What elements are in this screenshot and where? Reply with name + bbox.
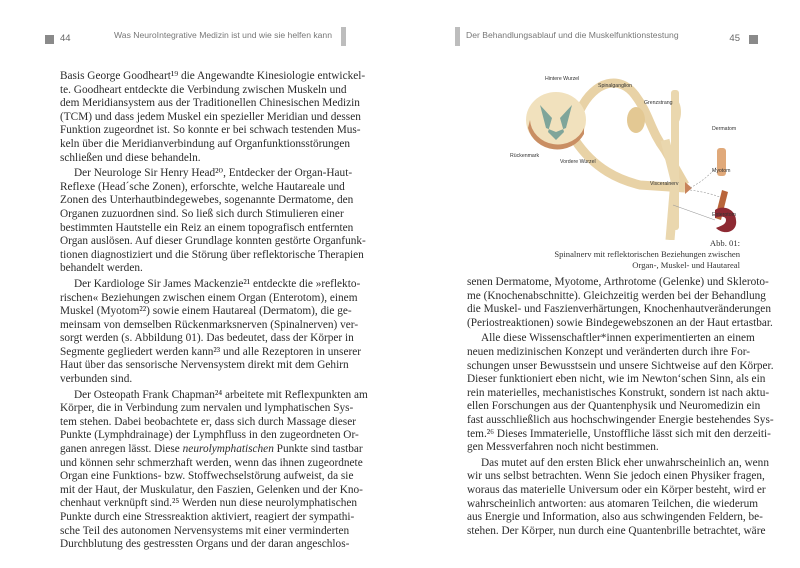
label-dermatom: Dermatom [712,126,737,132]
page-marker-square [749,35,758,44]
page-number-left: 44 [60,33,71,44]
text-line: te. Goodheart entdeckte die Verbindung zwischen Muskeln und [60,83,347,96]
text-line: gen Messverfahren noch nicht bestimmen. [467,441,659,454]
text-line: schließen und diese behandeln. [60,151,201,164]
text-line: behandelt werden. [60,262,143,275]
left-page-body [60,70,368,554]
text-line: Der Kardiologe Sir James Mackenzie²¹ entdeckte die »reflekto- [74,277,361,290]
text-line: chenhaut verknüpft sind.²⁵ Werden nun diese neurolymphatischen [60,497,358,510]
text-line: und können sehr schmerzhaft werden, wenn das ihnen zugeordnete [60,456,363,469]
text-line: (TCM) und dass jedem Muskel ein spezieller Meridian und dessen [60,110,361,123]
text-line: Körper, die in Verbindung zum nervalen und lymphatischen Sys- [60,402,354,415]
label-myotom: Myotom [712,168,731,174]
text-line: ganen anregen lässt. Diese neurolymphatischen Punkte sind tastbar [60,443,363,456]
text-line: Punkte durch eine Stressreaktion aktiviert, reagiert der sympathi- [60,511,355,523]
text-line: Organ eine Funktions- bzw. Stoffwechselstörung aufweist, da sie [60,470,354,483]
text-line: tionen diagnostiziert und die Störung über reflektorische Therapien [60,248,364,261]
text-line: sche Teil des autonomen Nervensystems mit einer verminderten [60,524,350,537]
text-line: tem stehen. Dabei beobachtete er, dass sich durch Massage dieser [60,415,356,428]
text-line: Zonen des Unterhautbindegewebes, sogenannte Dermatome, den [60,194,354,207]
label-rueckenmark: Rückenmark [510,153,540,159]
text-line: wir uns selbst betrachten. Wenn Sie jedoch einen Physiker fragen, [467,470,765,483]
text-line: Dieser funktioniert eben nicht, wie im Newton‘schen Sinn, als ein [467,373,766,386]
text-line: Muskel (Myotom²²) sowie einem Hautareal (Dermatom), die ge- [60,305,352,318]
text-line: dem Meridiansystem aus der Traditionellen Chinesischen Medizin [60,97,360,110]
emphasized-term: neurolymphatischen [182,443,274,456]
text-line: rischen« Beziehungen zwischen einem Organ (Enterotom), einem [60,291,358,304]
text-line: Alle diese Wissenschaftler*innen experimentierten an einem [481,332,755,345]
text-line: verbunden sind. [60,373,133,386]
text-line: aus Energie und Information, also aus schwingenden Feldern, be- [467,511,763,524]
header-bar-left [341,27,346,46]
text-line: Der Neurologe Sir Henry Head²⁰, Entdecker der Organ-Haut- [74,167,353,180]
right-page-body [467,276,774,540]
label-visceralnerv: Visceralnerv [650,181,679,187]
paragraph [467,456,769,539]
label-grenzstrang: Grenzstrang [644,100,673,106]
text-line: (Periostreaktionen) sowie Bindegewebszonen an der Haut ertastbar. [467,316,773,329]
text-line: keln über die Meridianverbindung auf Organfunktionsstörungen [60,137,350,150]
label-vordere-wurzel: Vordere Wurzel [560,159,596,165]
page-marker-square [45,35,54,44]
text-line: mit der Haut, der Muskulatur, den Faszien, Gelenken und der Kno- [60,483,363,496]
text-line: Haut über das sensorische Nervensystem direkt mit dem Gehirn [60,359,349,372]
text-line: Punkte (Lymphdrainage) der Lymphfluss in den zugeordneten Or- [60,429,359,442]
header-bar-right [455,27,460,46]
nerve-illustration [526,83,736,240]
text-line: senen Dermatome, Myotome, Arthrotome (Gelenke) und Skleroto- [467,276,769,288]
text-line: Durchblutung des gestressten Organs und der daran angeschlos- [60,538,350,551]
running-head-right: Der Behandlungsablauf und die Muskelfunktionstestung [466,30,679,40]
label-enterotom: Enterotom [712,212,736,218]
text-line: meinsam von demselben Rückenmarksnerven (Spinalnerven) ver- [60,318,359,331]
text-line: Das mutet auf den ersten Blick eher unwahrscheinlich an, wenn [481,456,769,469]
paragraph [60,167,366,276]
paragraph [60,70,366,165]
text-line: rein materielles, mechanistisches Konstrukt, sondern ist nach aktu- [467,386,770,399]
paragraph [467,332,774,454]
text-line: Basis George Goodheart¹⁹ die Angewandte Kinesiologie entwickel- [60,70,366,82]
paragraph [60,388,368,552]
text-line: Segmente gegliedert werden kann²³ und alle Rezeptoren in unserer [60,345,362,358]
paragraph [467,276,773,330]
caption-line: Spinalnerv mit reflektorischen Beziehungen zwischen [554,248,740,259]
text-line: fast ausschließlich aus hochschwingender Energie bestehendes Sys- [467,413,774,426]
text-line: Reflexe (Head´sche Zonen), erforschte, welche Hautareale und [60,180,345,193]
caption-line: Organ-, Muskel- und Hautareal [632,259,740,270]
label-spinalganglion: Spinalganglion [598,83,633,89]
text-line: Organ auslösen. Auf dieser Grundlage konnten gestörte Organfunk- [60,235,366,248]
text-line: die Muskel- und Faszienverhärtungen, Knochenhautveränderungen [467,303,771,316]
figure-caption [554,238,740,270]
text-line: me (Knochenabschnitte). Gleichzeitig werden bei der Behandlung [467,289,766,302]
text-line: Organen zuzuordnen sind. So ließ sich durch Stimulieren einer [60,207,344,220]
text-line: Funktion zugeordnet ist. So konnte er bei schwach testenden Mus- [60,124,361,137]
page-number-right: 45 [729,33,740,44]
text-line: Der Osteopath Frank Chapman²⁴ arbeitete mit Reflexpunkten am [74,388,368,401]
text-line: schungen unser Bewusstsein und unsere Sichtweise auf den Körper. [467,359,774,372]
caption-number: Abb. 01: [709,238,740,248]
text-line: bestimmten Hautstelle ein Reiz an einem topografisch entfernten [60,221,354,234]
text-line: woraus das materielle Universum oder ein Körper besteht, wird er [467,483,766,496]
text-line: sorgt werden (s. Abbildung 01). Das bedeutet, dass der Körper in [60,332,354,345]
running-head-left: Was NeuroIntegrative Medizin ist und wie sie helfen kann [114,30,332,40]
text-line: neuen medizinischen Konzept und veränderten durch ihre For- [467,345,751,358]
paragraph [60,277,362,387]
text-line: wahrscheinlich antworten: aus atomaren Teilchen, die wiederum [467,497,759,510]
text-line: tem.²⁶ Dieses Immaterielle, Unstoffliche lässt sich mit den derzeiti- [467,427,771,440]
spinal-nerve-figure [500,70,750,240]
text-line: stehen. Der Körper, nun durch eine Quantenbrille betrachtet, wäre [467,524,766,537]
text-line: ellen Forschungen aus der Quantenphysik und Neuromedizin ein [467,400,761,413]
label-hintere-wurzel: Hintere Wurzel [545,76,580,82]
